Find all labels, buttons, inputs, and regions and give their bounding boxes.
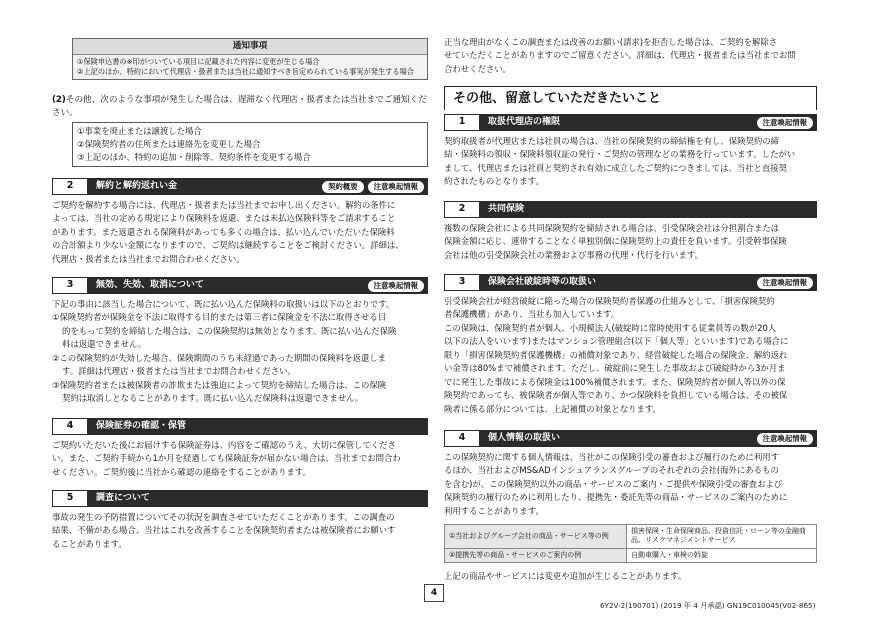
section-number: 4: [444, 430, 480, 447]
text-line: い。また、ご契約手続から1か月を経過しても保険証券が届かない場合は、当社までお問合わ: [52, 453, 401, 464]
text-line: 者保護機構」があり、当社も加入しています。: [444, 309, 620, 320]
section-5-body: [52, 511, 428, 551]
text-line: ご契約を解約する場合には、代理店・扱者または当社までお申し出ください。解約の条件に: [52, 200, 396, 210]
text-line: 険契約であっても、被保険者が個人等であり、かつ保険料を負担している場合は、その被保: [444, 390, 788, 401]
text-line: 約されたものとなります。: [444, 176, 544, 187]
text-line: 結・保険料の領収・保険料領収証の発行・ご契約の管理などの業務を行っています。したがい: [444, 149, 796, 160]
text-line: ることがあります。: [52, 538, 127, 549]
text-line: 限り「損害保険契約者保護機構」の補償対象であり、経営破綻した場合の保険金、解約返れ: [444, 349, 788, 360]
notice-title: 通知事項: [73, 39, 427, 55]
section-4-header: [52, 418, 428, 435]
right-intro: [444, 36, 817, 76]
info-usage-table: [444, 524, 817, 563]
right-section-2-body: [444, 222, 817, 262]
text-line: 事故の発生の予防措置についてその状況を調査させていただくことがあります。この調査の: [52, 512, 395, 522]
paragraph-text: その他、次のような事項が発生した場合は、遅滞なく代理店・扱者または当社までご通知ください。: [52, 95, 427, 119]
text-line: せていただくことがありますのでご留意ください。詳細は、代理店・扱者または当社までお問: [444, 50, 796, 61]
text-line: でに発生した事故による保険金は100%補償されます。また、保険契約者が個人等以外の保: [444, 376, 786, 387]
table-cell-value: 損害保険・生命保険商品、投資信託・ローン等の金融商品、リスクマネジメントサービス: [627, 525, 817, 549]
text-line: 保険金額に応じ、連帯することなく単独別個に保険契約上の責任を負います。引受幹事保険: [444, 236, 787, 247]
section-number: 1: [444, 114, 480, 131]
text-line: 契約取扱者が代理店または社員の場合は、当社の保険契約の締結権を有し、保険契約の締: [444, 136, 779, 146]
change-item: ③上記のほか、特約の追加・削除等、契約条件を変更する場合: [77, 152, 311, 163]
section-title: 保険証券の確認・保管: [96, 420, 187, 431]
section-number: 3: [52, 277, 88, 294]
change-item: ①事業を廃止または譲渡した場合: [77, 126, 202, 136]
table-cell-label: ①当社およびグループ会社の商品・サービス等の例: [445, 525, 627, 549]
text-line: 下記の事由に該当した場合について、既に払い込んだ保険料の取扱いは以下のとおりです。: [52, 299, 395, 309]
text-line: 険者に係る部分については、上記補償の対象となります。: [444, 403, 661, 414]
table-row: [445, 548, 817, 562]
change-items-box: [72, 122, 428, 167]
tag-caution-info: 注意喚起情報: [368, 280, 424, 292]
text-line: るほか、当社およびMS&ADインシュアランスグループのそれぞれの会社(海外にあるもの: [444, 465, 779, 476]
text-line: 会社は他の引受保険会社の業務および事務の代理・代行を行います。: [444, 249, 703, 260]
section-2-header: [52, 178, 428, 195]
right-section-2-header: [444, 201, 817, 218]
text-line: 正当な理由がなくこの調査または改善のお願い(請求)を拒否した場合は、ご契約を解除さ: [444, 37, 778, 47]
text-line: 的をもって契約を締結した場合は、この保険契約は無効となります。既に払い込んだ保険: [62, 325, 397, 336]
section-title: 共同保険: [488, 203, 525, 214]
paragraph-label: (2): [52, 95, 66, 105]
section-number: 5: [52, 490, 88, 507]
text-line: 合わせください。: [444, 63, 511, 74]
right-section-1-header: [444, 114, 817, 131]
text-line: の合計額より少ない金額になりますので、ご契約は継続することをご検討ください。詳細は、: [52, 240, 404, 251]
table-cell-label: ②提携先等の商品・サービスのご案内の例: [445, 548, 627, 562]
table-cell-value: 自動車購入・車検の斡旋: [627, 548, 817, 562]
right-section-4-header: [444, 430, 817, 447]
paragraph-2: [52, 94, 428, 121]
text-line: 引受保険会社が経営破綻に陥った場合の保険契約者保護の仕組みとして、「損害保険契約: [444, 296, 775, 306]
section-title: 保険会社破綻時等の取扱い: [488, 276, 597, 287]
section-title: 調査について: [96, 492, 150, 503]
section-5-header: [52, 490, 428, 507]
text-line: す。詳細は代理店・扱者または当社までお問合わせください。: [62, 366, 296, 377]
section-title: 解約と解約返れい金: [96, 180, 178, 191]
footer-code: 6Y2V-2(190701) (2019 年 4 月承認) GN19C010045(V02-865): [600, 601, 816, 610]
section-4-body: [52, 439, 428, 479]
text-line: ③保険契約者または被保険者の詐欺または強迫によって契約を締結した場合は、この保険: [52, 379, 387, 390]
text-line: 複数の保険会社による共同保険契約を締結される場合は、引受保険会社は分担割合または: [444, 223, 779, 233]
notice-box: [72, 38, 428, 80]
notice-item: ②上記のほか、特約において代理店・扱者または当社に通知すべき旨定められている事実が発生する場合: [77, 67, 414, 77]
section-number: 2: [444, 201, 480, 218]
tag-contract-summary: 契約概要: [322, 181, 364, 193]
tag-caution-info: 注意喚起情報: [757, 277, 813, 289]
section-3-header: [52, 277, 428, 294]
other-notes-title: その他、留意していただきたいこと: [444, 86, 817, 110]
right-section-3-body: [444, 295, 817, 416]
text-line: ②この保険契約が失効した場合、保険期間のうち未経過であった期間の保険料を返還しま: [52, 352, 387, 363]
right-section-1-body: [444, 135, 817, 189]
section-title: 取扱代理店の権限: [488, 116, 561, 127]
tag-caution-info: 注意喚起情報: [757, 117, 813, 129]
change-item: ②保険契約者の住所または連絡先を変更した場合: [77, 139, 261, 150]
right-section-3-header: [444, 274, 817, 291]
text-line: ご契約いただいた後にお届けする保険証券は、内容をご確認のうえ、大切に保管してくださ: [52, 440, 396, 450]
table-row: [445, 525, 817, 549]
text-line: よっては、当社の定める規定により保険料を返還、または未払込保険料等をご請求すること: [52, 213, 396, 224]
text-line: があります。また返還される保険料があっても多くの場合は、払い込んでいただいた保険料: [52, 226, 395, 237]
text-line: ①保険契約者が保険金を不法に取得する目的または第三者に保険金を不法に取得させる目: [52, 312, 387, 323]
section-title: 個人情報の取扱い: [488, 432, 561, 443]
text-line: 以下の法人をいいます)またはマンション管理組合(以下「個人等」といいます)である場合に: [444, 336, 789, 347]
text-line: 結果、不備がある場合、当社はこれを改善することを保険契約者または被保険者にお願いす: [52, 525, 396, 536]
text-line: い金等は80%まで補償されます。ただし、破綻前に発生した事故および破綻時から3か月ま: [444, 363, 786, 374]
section-number: 2: [52, 178, 88, 195]
section-2-body: [52, 199, 428, 266]
section-3-body: [52, 298, 428, 406]
text-line: せください。ご契約後に当社から確認の連絡をすることがあります。: [52, 466, 311, 477]
text-line: を含む)が、この保険契約以外の商品・サービスのご案内・ご提供や保険引受の審査および: [444, 478, 783, 489]
text-line: 利用することがあります。: [444, 505, 544, 516]
notice-item: ①保険申込書の※印がついている項目に記載された内容に変更が生じる場合: [77, 57, 320, 67]
tag-caution-info: 注意喚起情報: [757, 433, 813, 445]
text-line: まして、代理店または社員と契約され有効に成立したご契約につきましては、当社と直接契: [444, 162, 788, 173]
text-line: 代理店・扱者または当社までお問合わせください。: [52, 253, 245, 264]
text-line: この保険契約に関する個人情報は、当社がこの保険引受の審査および履行のために利用す: [444, 452, 779, 462]
text-line: 保険契約の履行のために利用したり、提携先・委託先等の商品・サービスのご案内のために: [444, 492, 788, 503]
text-line: この保険は、保険契約者が個人、小規模法人(破綻時に常時使用する従業員等の数が20人: [444, 322, 777, 333]
tag-caution-info: 注意喚起情報: [368, 181, 424, 193]
section-number: 4: [52, 418, 88, 435]
section-title: 無効、失効、取消について: [96, 279, 204, 290]
page-number: 4: [424, 584, 444, 602]
right-section-4-body: [444, 451, 817, 518]
text-line: 料は返還できません。: [62, 339, 147, 350]
section-number: 3: [444, 274, 480, 291]
text-line: 契約は取消しとなることがあります。既に払い込んだ保険料は返還できません。: [62, 393, 364, 404]
table-note: 上記の商品やサービスには変更や追加が生じることがあります。: [444, 571, 687, 581]
